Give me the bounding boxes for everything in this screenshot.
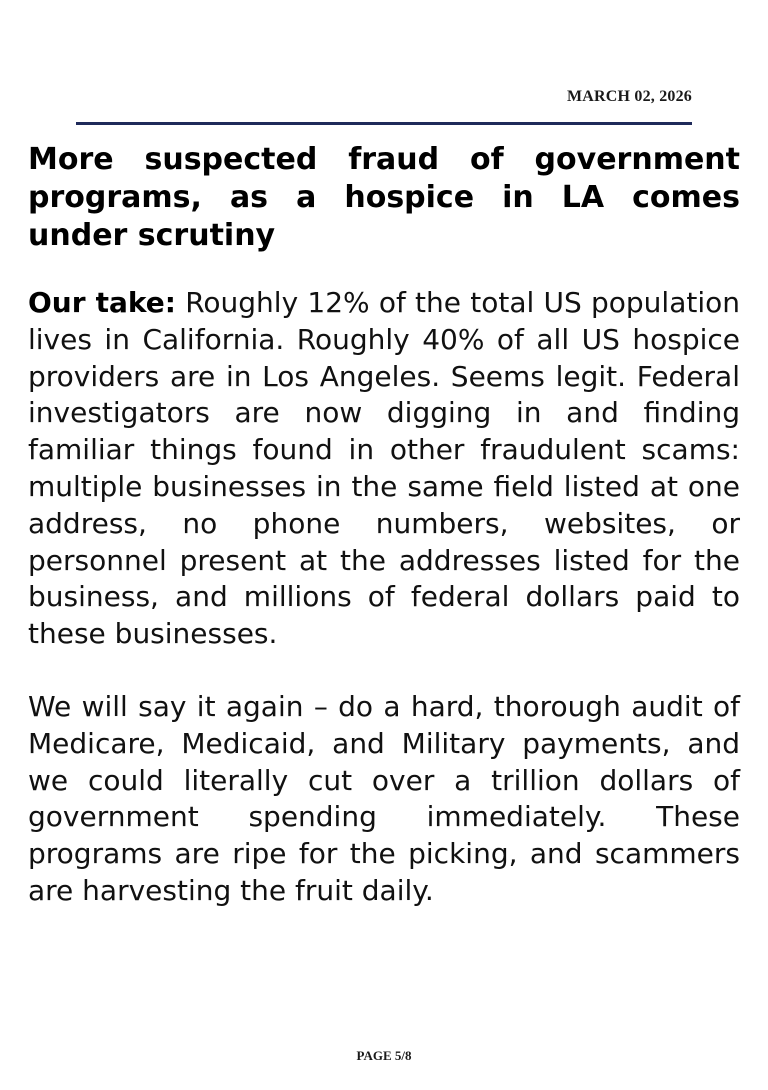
article-paragraph-1 [28,285,740,653]
article-headline: More suspected fraud of government programs, as a hospice in LA comes under scrutiny [28,142,740,253]
page-number: PAGE 5/8 [356,1048,412,1063]
article-paragraph-2: We will say it again – do a hard, thorough audit of Medicare, Medicaid, and Military payments, and we could literally cut over a trillion dollars of government spending immediately. These programs are ripe for the picking, and scammers are harvesting the fruit daily. [28,690,740,907]
header-divider [76,122,692,125]
paragraph-1-text: Roughly 12% of the total US population lives in California. Roughly 40% of all US hospice providers are in Los Angeles. Seems legit. Federal investigators are now digging in and finding familiar things found in other fraudulent scams: multiple businesses in the same field listed at one address, no phone numbers, websites, or personnel present at the addresses listed for the business, and millions of federal dollars paid to these businesses. [28,286,740,651]
lead-label: Our take: [28,286,176,319]
issue-date: MARCH 02, 2026 [566,88,692,105]
